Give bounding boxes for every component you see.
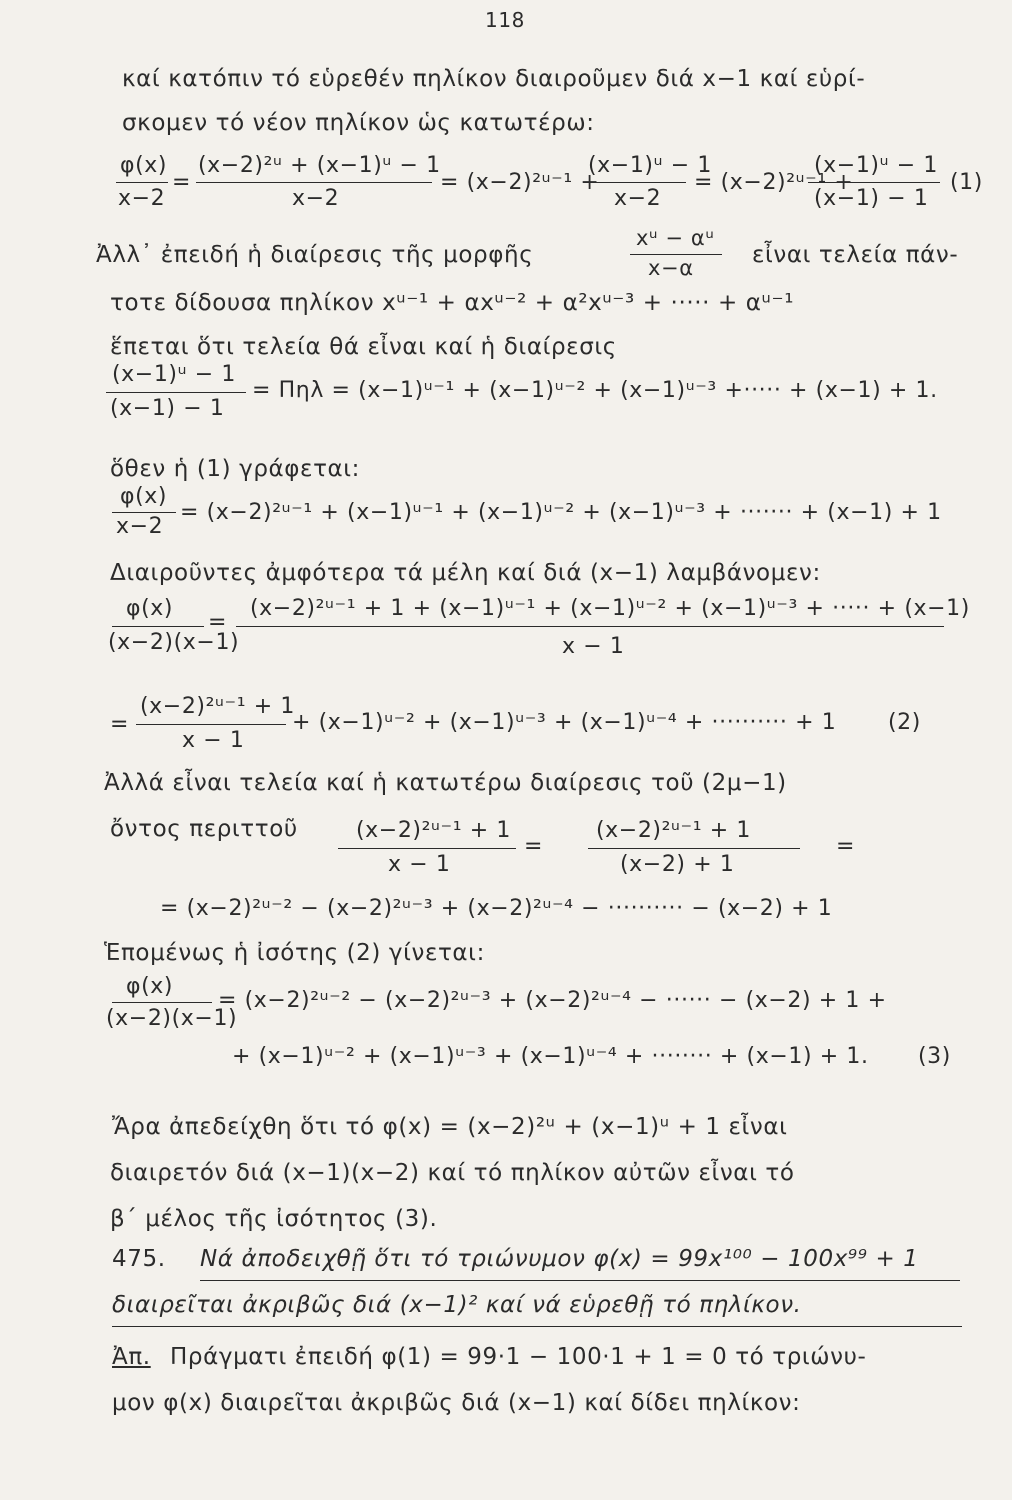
underline bbox=[200, 1280, 960, 1281]
fraction-denominator: (x−1) − 1 bbox=[110, 396, 225, 421]
fraction-numerator: φ(x) bbox=[126, 974, 174, 999]
equation-term: = (x−2)²ᵘ⁻² − (x−2)²ᵘ⁻³ + (x−2)²ᵘ⁻⁴ − ······ − (x−2) + 1 + bbox=[218, 988, 887, 1013]
fraction-denominator: x−2 bbox=[614, 186, 662, 211]
fraction-bar bbox=[112, 626, 204, 627]
text-line: Ἀλλ᾽ ἐπειδή ἡ διαίρεσις τῆς μορφῆς bbox=[96, 242, 534, 268]
fraction-numerator: (x−2)²ᵘ⁻¹ + 1 bbox=[356, 818, 511, 843]
fraction-numerator: (x−1)ᵘ − 1 bbox=[814, 153, 938, 178]
text-line: εἶναι τελεία πάν- bbox=[752, 242, 959, 268]
text-line: Ἄρα ἀπεδείχθη ὅτι τό φ(x) = (x−2)²ᵘ + (x−1)ᵘ + 1 εἶναι bbox=[112, 1114, 788, 1140]
fraction-denominator: x − 1 bbox=[388, 852, 451, 877]
equation-term: = (x−2)²ᵘ⁻² − (x−2)²ᵘ⁻³ + (x−2)²ᵘ⁻⁴ − ·········· − (x−2) + 1 bbox=[160, 896, 833, 921]
fraction-bar bbox=[236, 626, 944, 627]
fraction-numerator: (x−1)ᵘ − 1 bbox=[112, 362, 236, 387]
fraction-numerator: (x−2)²ᵘ⁻¹ + 1 bbox=[596, 818, 751, 843]
fraction-bar bbox=[586, 182, 686, 183]
problem-statement: Νά ἀποδειχθῇ ὅτι τό τριώνυμον φ(x) = 99x¹⁰⁰ − 100x⁹⁹ + 1 bbox=[200, 1246, 919, 1272]
fraction-numerator: (x−2)²ᵘ + (x−1)ᵘ − 1 bbox=[198, 153, 441, 178]
equation-tag: (2) bbox=[888, 710, 921, 735]
fraction-numerator: (x−1)ᵘ − 1 bbox=[588, 153, 712, 178]
fraction-bar bbox=[106, 392, 246, 393]
fraction-denominator: x−α bbox=[648, 256, 694, 280]
answer-label: Ἀπ. bbox=[112, 1344, 151, 1370]
equation-term: = (x−2)²ᵘ⁻¹ + (x−1)ᵘ⁻¹ + (x−1)ᵘ⁻² + (x−1)ᵘ⁻³ + ······· + (x−1) + 1 bbox=[180, 500, 942, 525]
underline bbox=[112, 1326, 962, 1327]
text-line: ἕπεται ὅτι τελεία θά εἶναι καί ἡ διαίρεσις bbox=[110, 334, 617, 360]
fraction-denominator: (x−2) + 1 bbox=[620, 852, 735, 877]
equation-term: + (x−1)ᵘ⁻² + (x−1)ᵘ⁻³ + (x−1)ᵘ⁻⁴ + ········ + (x−1) + 1. bbox=[232, 1044, 869, 1069]
text-line: Ἑπομένως ἡ ἰσότης (2) γίνεται: bbox=[104, 940, 485, 966]
page-number: 118 bbox=[485, 8, 525, 32]
fraction-bar bbox=[116, 182, 168, 183]
text-line: σκομεν τό νέον πηλίκον ὡς κατωτέρω: bbox=[122, 110, 595, 136]
fraction-numerator: (x−2)²ᵘ⁻¹ + 1 + (x−1)ᵘ⁻¹ + (x−1)ᵘ⁻² + (x−1)ᵘ⁻³ + ····· + (x−1) bbox=[250, 596, 970, 621]
equation-term: = Πηλ = (x−1)ᵘ⁻¹ + (x−1)ᵘ⁻² + (x−1)ᵘ⁻³ +····· + (x−1) + 1. bbox=[252, 378, 938, 403]
fraction-numerator: φ(x) bbox=[120, 153, 168, 178]
fraction-denominator: x−2 bbox=[292, 186, 340, 211]
equation-term: = (x−2)²ᵘ⁻¹ + bbox=[694, 170, 854, 195]
fraction-denominator: x−2 bbox=[118, 186, 166, 211]
text-line: Πράγματι ἐπειδή φ(1) = 99·1 − 100·1 + 1 = 0 τό τριώνυ- bbox=[170, 1344, 867, 1370]
equation-term: = (x−2)²ᵘ⁻¹ + bbox=[440, 170, 600, 195]
fraction-denominator: x−2 bbox=[116, 514, 164, 539]
fraction-bar bbox=[196, 182, 432, 183]
fraction-bar bbox=[588, 848, 800, 849]
text-line: Διαιροῦντες ἀμφότερα τά μέλη καί διά (x−1) λαμβάνομεν: bbox=[110, 560, 821, 586]
fraction-bar bbox=[630, 254, 722, 255]
fraction-denominator: x − 1 bbox=[562, 634, 625, 659]
document-page: 118 καί κατόπιν τό εὑρεθέν πηλίκον διαιροῦμεν διά x−1 καί εὑρί- σκομεν τό νέον πηλίκον ὡς κατωτέρω: φ(x) x−2 = (x−2)²ᵘ + (x−1)ᵘ − 1 x−2 = (x−2)²ᵘ⁻¹ + (x−1)ᵘ − 1 x−2 = (x−2)²ᵘ⁻¹ + (x−1)ᵘ − 1 (x−1) − 1 (1) Ἀλλ᾽ ἐπειδή ἡ διαίρεσις τῆς μορφῆς xᵘ − αᵘ x−α εἶναι τελεία πάν- τοτε δίδουσα πηλίκον xᵘ⁻¹ + αxᵘ⁻² + α²xᵘ⁻³ + ····· + αᵘ⁻¹ ἕπεται ὅτι τελεία θά εἶναι καί ἡ διαίρεσις (x−1)ᵘ − 1 (x−1) − 1 = Πηλ = (x−1)ᵘ⁻¹ + (x−1)ᵘ⁻² + (x−1)ᵘ⁻³ +····· + (x−1) + 1. ὅθεν ἡ (1) γράφεται: φ(x) x−2 = (x−2)²ᵘ⁻¹ + (x−1)ᵘ⁻¹ + (x−1)ᵘ⁻² + (x−1)ᵘ⁻³ + ······· + (x−1) + 1 Διαιροῦντες ἀμφότερα τά μέλη καί διά (x−1) λαμβάνομεν: φ(x) (x−2)(x−1) = (x−2)²ᵘ⁻¹ + 1 + (x−1)ᵘ⁻¹ + (x−1)ᵘ⁻² + (x−1)ᵘ⁻³ + ····· + (x−1) x − 1 = (x−2)²ᵘ⁻¹ + 1 x − 1 + (x−1)ᵘ⁻² + (x−1)ᵘ⁻³ + (x−1)ᵘ⁻⁴ + ·········· + 1 (2) Ἀλλά εἶναι τελεία καί ἡ κατωτέρω διαίρεσις τοῦ (2μ−1) ὄντος περιττοῦ (x−2)²ᵘ⁻¹ + 1 x − 1 = (x−2)²ᵘ⁻¹ + 1 (x−2) + 1 = = (x−2)²ᵘ⁻² − (x−2)²ᵘ⁻³ + (x−2)²ᵘ⁻⁴ − ·········· − (x−2) + 1 Ἑπομένως ἡ ἰσότης (2) γίνεται: φ(x) (x−2)(x−1) = (x−2)²ᵘ⁻² − (x−2)²ᵘ⁻³ + (x−2)²ᵘ⁻⁴ − ······ − (x−2) + 1 + + (x−1)ᵘ⁻² + (x−1)ᵘ⁻³ + (x−1)ᵘ⁻⁴ + ········ + (x−1) + 1. (3) Ἄρα ἀπεδείχθη ὅτι τό φ(x) = (x−2)²ᵘ + (x−1)ᵘ + 1 εἶναι διαιρετόν διά (x−1)(x−2) καί τό πηλίκον αὐτῶν εἶναι τό β΄ μέλος τῆς ἰσότητος (3). 475. Νά ἀποδειχθῇ ὅτι τό τριώνυμον φ(x) = 99x¹⁰⁰ − 100x⁹⁹ + 1 διαιρεῖται ἀκριβῶς διά (x−1)² καί νά εὑρεθῇ τό πηλίκον. Ἀπ. Πράγματι ἐπειδή φ(1) = 99·1 − 100·1 + 1 = 0 τό τριώνυ- μον φ(x) διαιρεῖται ἀκριβῶς διά (x−1) καί δίδει πηλίκον: bbox=[96, 8, 983, 1416]
problem-statement: διαιρεῖται ἀκριβῶς διά (x−1)² καί νά εὑρεθῇ τό πηλίκον. bbox=[112, 1292, 802, 1318]
text-line: καί κατόπιν τό εὑρεθέν πηλίκον διαιροῦμεν διά x−1 καί εὑρί- bbox=[122, 66, 866, 92]
fraction-bar bbox=[136, 724, 286, 725]
fraction-numerator: φ(x) bbox=[120, 484, 168, 509]
fraction-bar bbox=[808, 182, 940, 183]
text-line: Ἀλλά εἶναι τελεία καί ἡ κατωτέρω διαίρεσις τοῦ (2μ−1) bbox=[104, 770, 787, 796]
equation-tag: (3) bbox=[918, 1044, 951, 1069]
fraction-numerator: φ(x) bbox=[126, 596, 174, 621]
fraction-denominator: x − 1 bbox=[182, 728, 245, 753]
fraction-denominator: (x−1) − 1 bbox=[814, 186, 929, 211]
text-line: ὅθεν ἡ (1) γράφεται: bbox=[110, 456, 361, 482]
fraction-numerator: (x−2)²ᵘ⁻¹ + 1 bbox=[140, 694, 295, 719]
fraction-bar bbox=[112, 1002, 212, 1003]
fraction-bar bbox=[112, 512, 176, 513]
text-line: διαιρετόν διά (x−1)(x−2) καί τό πηλίκον αὐτῶν εἶναι τό bbox=[110, 1160, 795, 1186]
text-line: ὄντος περιττοῦ bbox=[110, 816, 298, 842]
text-line: μον φ(x) διαιρεῖται ἀκριβῶς διά (x−1) καί δίδει πηλίκον: bbox=[112, 1390, 801, 1416]
text-line: β΄ μέλος τῆς ἰσότητος (3). bbox=[110, 1206, 438, 1232]
fraction-bar bbox=[338, 848, 516, 849]
equation-tag: (1) bbox=[950, 170, 983, 195]
fraction-denominator: (x−2)(x−1) bbox=[108, 630, 240, 655]
fraction-denominator: (x−2)(x−1) bbox=[106, 1006, 238, 1031]
problem-number: 475. bbox=[112, 1246, 166, 1272]
fraction-numerator: xᵘ − αᵘ bbox=[636, 226, 715, 250]
equation-term: + (x−1)ᵘ⁻² + (x−1)ᵘ⁻³ + (x−1)ᵘ⁻⁴ + ·········· + 1 bbox=[292, 710, 837, 735]
text-line: τοτε δίδουσα πηλίκον xᵘ⁻¹ + αxᵘ⁻² + α²xᵘ⁻³ + ····· + αᵘ⁻¹ bbox=[110, 290, 795, 316]
